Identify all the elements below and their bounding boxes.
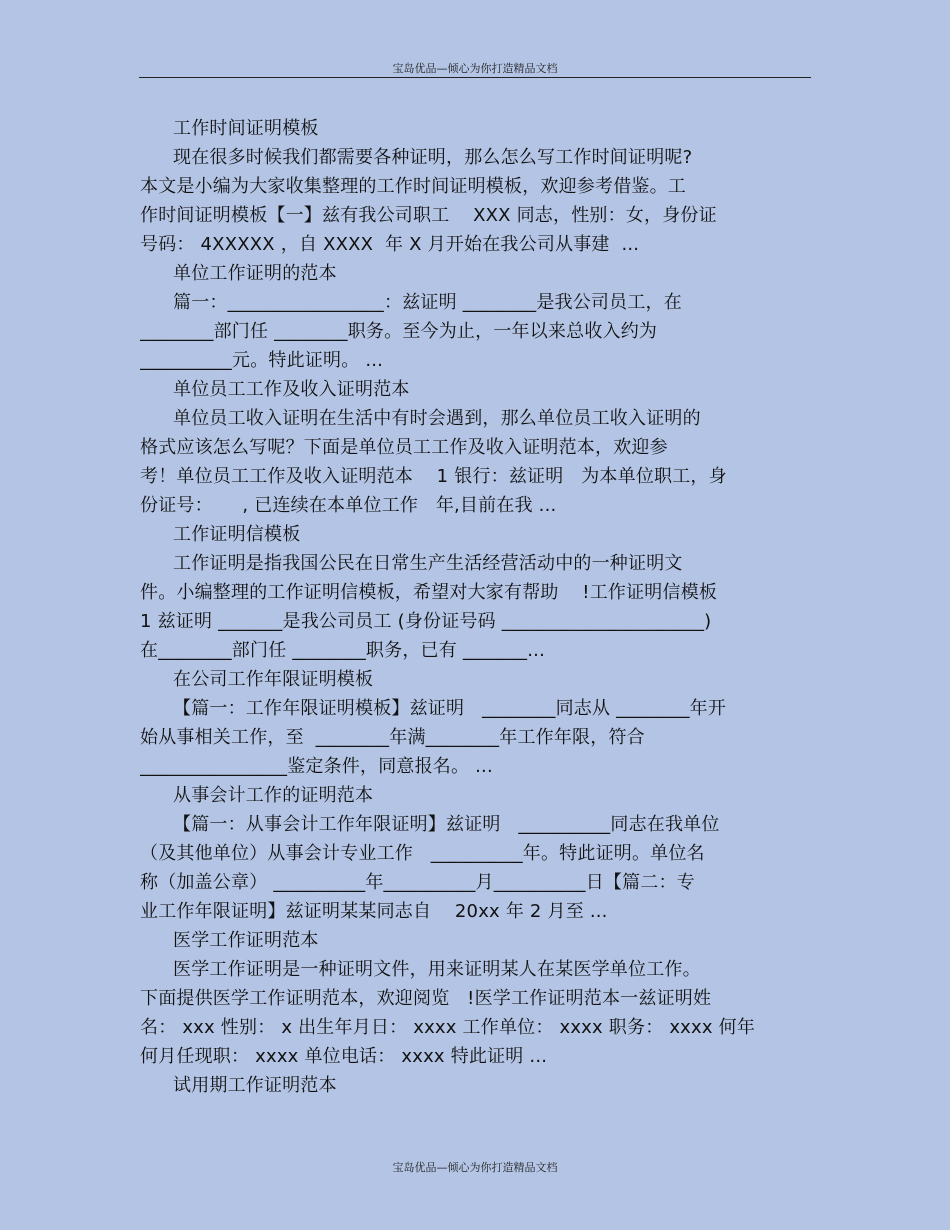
paragraph-line-indented: 工作证明信模板 (173, 524, 301, 545)
paragraph-line: 称（加盖公章） __________年__________月__________日【篇二：专 (140, 872, 695, 893)
page-header: 宝岛优品—倾心为你打造精品文档 (392, 62, 558, 75)
paragraph-line-indented: 工作时间证明模板 (173, 118, 319, 139)
document-body (140, 114, 802, 1100)
paragraph-line: 号码： 4XXXXX ，自 XXXX 年 X 月开始在我公司从事建 ... (140, 234, 640, 255)
paragraph-line-indented: 单位工作证明的范本 (173, 263, 337, 284)
header-divider (139, 77, 811, 78)
paragraph-line-indented: 从事会计工作的证明范本 (173, 785, 374, 806)
paragraph-line-indented: 现在很多时候我们都需要各种证明，那么怎么写工作时间证明呢? (173, 147, 693, 168)
paragraph-line: 本文是小编为大家收集整理的工作时间证明模板，欢迎参考借鉴。工 (140, 176, 686, 197)
page-footer: 宝岛优品—倾心为你打造精品文档 (392, 1161, 558, 1174)
paragraph-line-indented: 单位员工工作及收入证明范本 (173, 379, 410, 400)
paragraph-line: 始从事相关工作，至 ________年满________年工作年限，符合 (140, 727, 645, 748)
paragraph-line-indented: 篇一：_________________：兹证明 ________是我公司员工，在 (173, 292, 682, 313)
paragraph-line-indented: 单位员工收入证明在生活中有时会遇到，那么单位员工收入证明的 (173, 408, 701, 429)
paragraph-line: __________元。特此证明。 ... (140, 350, 384, 371)
paragraph-line: 下面提供医学工作证明范本，欢迎阅览 !医学工作证明范本一兹证明姓 (140, 988, 712, 1009)
paragraph-line-indented: 【篇一：工作年限证明模板】兹证明 ________同志从 ________年开 (173, 698, 727, 719)
paragraph-line-indented: 【篇一：从事会计工作年限证明】兹证明 __________同志在我单位 (173, 814, 720, 835)
paragraph-line: 何月任现职： xxxx 单位电话： xxxx 特此证明 ... (140, 1046, 548, 1067)
paragraph-line: 业工作年限证明】兹证明某某同志自 20xx 年 2 月至 ... (140, 901, 608, 922)
paragraph-line: 格式应该怎么写呢？下面是单位员工工作及收入证明范本，欢迎参 (140, 437, 668, 458)
paragraph-line-indented: 试用期工作证明范本 (173, 1075, 337, 1096)
paragraph-line-indented: 在公司工作年限证明模板 (173, 669, 374, 690)
paragraph-line: ________部门任 ________职务。至今为止，一年以来总收入约为 (140, 321, 658, 342)
paragraph-line: 在________部门任 ________职务，已有 _______... (140, 640, 546, 661)
paragraph-line: 考！单位员工工作及收入证明范本 1 银行：兹证明 为本单位职工，身 (140, 466, 727, 487)
paragraph-line: 份证号： , 已连续在本单位工作 年,目前在我 ... (140, 495, 557, 516)
paragraph-line: （及其他单位）从事会计专业工作 __________年。特此证明。单位名 (140, 843, 705, 864)
paragraph-line: 名： xxx 性别： x 出生年月日： xxxx 工作单位： xxxx 职务： xxxx 何年 (140, 1017, 756, 1038)
paragraph-line: ________________鉴定条件，同意报名。 ... (140, 756, 493, 777)
paragraph-line: 件。小编整理的工作证明信模板，希望对大家有帮助 !工作证明信模板 (140, 582, 718, 603)
paragraph-line-indented: 医学工作证明是一种证明文件，用来证明某人在某医学单位工作。 (173, 959, 701, 980)
paragraph-line-indented: 医学工作证明范本 (173, 930, 319, 951)
paragraph-line: 作时间证明模板【一】兹有我公司职工 XXX 同志，性别：女，身份证 (140, 205, 717, 226)
paragraph-line: 1 兹证明 _______是我公司员工 (身份证号码 ______________________) (140, 611, 712, 632)
paragraph-line-indented: 工作证明是指我国公民在日常生产生活经营活动中的一种证明文 (173, 553, 683, 574)
